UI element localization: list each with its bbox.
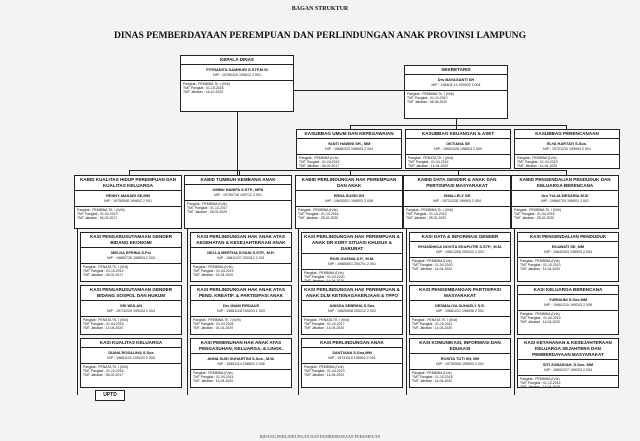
box-title: KABID PENGENDALIAN PENDUDUK DAN KELUARGA BERENCANA bbox=[512, 176, 618, 191]
official-details bbox=[406, 154, 510, 169]
box-title: KABID DATA GENDER & ANAK DAN PERTISIPASI MASYARAKAT bbox=[404, 176, 510, 191]
detail-line: TMT Pangkat : 01-10-2016 bbox=[83, 369, 124, 374]
official-nip: NIP : 19630921 198903 2 008 bbox=[325, 198, 373, 203]
official-name: ANNA SUSI SUHARTINI S.Sos., M.M. bbox=[207, 356, 275, 361]
detail-line: TMT Jabatan : 14-04-2020 bbox=[412, 379, 453, 384]
official-nip: NIP : 19880801 200701 2 001 bbox=[328, 261, 376, 266]
detail-line: TMT Pangkat : 01-04-2019 bbox=[193, 269, 234, 274]
box-title: KABID KUALITAS HIDUP PEREMPUAN DAN KUALITAS KELUARGA bbox=[75, 176, 181, 191]
detail-line: Pangkat : PEMBINA (IV/a) bbox=[193, 265, 233, 269]
official-name: Drs YULIA MESARIA M.Si bbox=[541, 193, 589, 198]
detail-line: TMT Pangkat : 01-04-2016 bbox=[514, 212, 555, 217]
detail-line: Pangkat : PEMBINA TK. I (IV/b) bbox=[77, 208, 125, 212]
detail-line: TMT Pangkat : 01-04-2019 bbox=[520, 316, 561, 321]
detail-line: Pangkat : PEMBINA (IV/a) bbox=[520, 312, 560, 316]
detail-line: TMT Jabatan : 14-04-2020 bbox=[520, 267, 561, 272]
detail-line: TMT Jabatan : 08-05-2020 bbox=[407, 100, 448, 105]
kabid-box bbox=[511, 175, 619, 229]
detail-line: TMT Pangkat : 01-10-2019 bbox=[406, 212, 447, 217]
detail-line: TMT Pangkat : 01-04-2014 bbox=[408, 160, 449, 165]
connector-line bbox=[129, 170, 567, 171]
official-name: DESMALIYA SUHAELY S.E. bbox=[434, 303, 486, 308]
box-title: KASI PENGEMBANGAN PARTISIPASI MASYARAKAT bbox=[410, 286, 510, 301]
box-title: KASUBBAG PERENCANAAN bbox=[515, 130, 619, 139]
official-details bbox=[81, 263, 181, 278]
official-nip: NIP : 196404 13 199203 1 004 bbox=[431, 82, 481, 87]
official-details bbox=[405, 90, 507, 105]
official-nip: NIP : 19730506 199503 2 001 bbox=[436, 361, 484, 366]
official-nip: NIP : 19650726 198503 2 003 bbox=[107, 255, 155, 260]
official-details bbox=[191, 263, 291, 278]
detail-line: Pangkat : PENATA TK. I (III/d) bbox=[412, 318, 458, 322]
detail-line: TMT Jabatan : 14-04-2020 bbox=[412, 267, 453, 272]
kepala-dinas-box bbox=[180, 55, 294, 112]
official-details bbox=[297, 154, 401, 169]
box-title: KASI KOMUNIKASI, INFORMASI DAN EDUKASI bbox=[410, 339, 510, 354]
detail-line: TMT Pangkat : 01-04-2018 bbox=[83, 322, 124, 327]
official-name: ISMA LELY SE bbox=[443, 193, 471, 198]
official-details bbox=[518, 257, 618, 272]
box-title: KASI KELUARGA BERENCANA bbox=[518, 286, 618, 295]
official-name: ROSITA TUTI SH, MH bbox=[440, 356, 480, 361]
detail-line: Pangkat : PEMBINA (IV/a) bbox=[298, 208, 338, 212]
official-name: RIYANDHICA NOVITA EKAPUTRI S.STP., M.M. bbox=[418, 244, 502, 249]
official-details bbox=[75, 206, 181, 221]
official-nip: NIP : 19660729 198901 2 001 bbox=[541, 198, 589, 203]
official-name: EKAWATI SE, MM bbox=[551, 244, 585, 249]
official-name: YURNAINI S.Sos.MM bbox=[548, 297, 588, 302]
official-nip: NIP : 19651028 198603 2 009 bbox=[434, 146, 482, 151]
official-details bbox=[410, 369, 510, 384]
official-name: MELDA EFRINA S.Psi bbox=[111, 250, 151, 255]
official-name: ERNA SUSDI SH bbox=[333, 193, 365, 198]
detail-line: TMT Jabatan : 06-02-2017 bbox=[77, 216, 118, 221]
detail-line: TMT Pangkat : 01-10-2018 bbox=[412, 375, 453, 380]
box-title: KASI PERLINDUNGAN ANAK bbox=[302, 339, 402, 348]
official-nip: NIP : 19651114 198603 2 008 bbox=[217, 361, 265, 366]
connector-line bbox=[350, 125, 566, 126]
official-nip: NIP : 19780419 199612 2 001 bbox=[213, 72, 261, 77]
detail-line: Pangkat : PEMBINA TK. I (IV/b) bbox=[193, 318, 241, 322]
official-nip: NIP : 19811227 200312 2 001 bbox=[217, 255, 265, 260]
kabid-box bbox=[295, 175, 403, 229]
box-title: KABID TUMBUH KEMBANG ANAK bbox=[185, 176, 291, 185]
box-title: KASI PERLINDUNGAN HAK PEREMPUAN & ANAK DLM KETENAGAKERJAAN & TPPO bbox=[302, 286, 402, 301]
official-details bbox=[410, 257, 510, 272]
kabid-box bbox=[403, 175, 511, 229]
official-nip: NIP : 19691227 199203 2 003 bbox=[544, 367, 592, 372]
kasi-box bbox=[190, 232, 292, 282]
kabid-box bbox=[74, 175, 182, 229]
official-name: NELLA MERTHA DIYANI S.STP., M.H. bbox=[207, 250, 275, 255]
detail-line: TMT Jabatan : 28-02-2020 bbox=[514, 216, 555, 221]
detail-line: TMT Pangkat : 01-10-2011 bbox=[412, 322, 453, 327]
official-details bbox=[515, 154, 619, 169]
detail-line: Pangkat : PENATA TK. I (III/d) bbox=[83, 265, 129, 269]
detail-line: Pangkat : PEMBINA (IV/a) bbox=[187, 202, 227, 206]
detail-line: TMT Jabatan : 14-04-2020 bbox=[304, 279, 345, 282]
kasi-box bbox=[80, 338, 182, 388]
detail-line: Pangkat : PEMBINA (IV/a) bbox=[193, 371, 233, 375]
box-title: KABID PERLINDUNGAN HAK PEREMPUAN DAN ANAK bbox=[296, 176, 402, 191]
connector-line bbox=[298, 229, 299, 395]
kasi-box bbox=[409, 338, 511, 388]
official-nip: NIP : 19661215 199203 2 008 bbox=[544, 302, 592, 307]
detail-line: TMT Jabatan : 14-04-2020 bbox=[193, 379, 234, 384]
official-nip: NIP : 19640303 198503 2 004 bbox=[544, 249, 592, 254]
detail-line: TMT Jabatan : 01-01-2020 bbox=[193, 326, 234, 331]
detail-line: TMT Jabatan : 14-04-2020 bbox=[304, 326, 345, 331]
official-details bbox=[296, 206, 402, 221]
kasi-box bbox=[301, 232, 403, 282]
detail-line: TMT Jabatan : 14-04-2020 bbox=[520, 385, 561, 388]
official-name: SITI ZUBAIDAH ,S.Sos, MM bbox=[542, 362, 594, 367]
detail-line: Pangkat : PEMBINA Tk. I (IV/b) bbox=[407, 92, 455, 96]
uptd-box bbox=[95, 390, 125, 401]
official-details bbox=[81, 363, 181, 378]
detail-line: Pangkat : PEMBINA (IV/a) bbox=[412, 371, 452, 375]
detail-line: TMT Pangkat : 01-04-2019 bbox=[304, 369, 345, 374]
detail-line: Pangkat : PEMBINA (IV/a) bbox=[520, 259, 560, 263]
official-details bbox=[518, 310, 618, 325]
connector-line bbox=[77, 229, 78, 395]
official-name: FITRIANITA DAMHURI S.STP,M.Si bbox=[206, 67, 268, 72]
official-details bbox=[302, 269, 402, 282]
official-nip: NIP : 19661121 199203 2 005 bbox=[107, 355, 155, 360]
detail-line: TMT Pangkat : 01-04-2014 bbox=[193, 375, 234, 380]
kasi-box bbox=[301, 338, 403, 388]
kasi-box bbox=[517, 285, 619, 335]
detail-line: TMT Pangkat : 01-10-2012 bbox=[83, 269, 124, 274]
detail-line: Pangkat : PENATA TK. I (III/d) bbox=[408, 156, 454, 160]
detail-line: TMT Pangkat : 01-10-2013 bbox=[520, 263, 561, 268]
box-title: KASI PERLINDUNGAN HAK ANAK ATAS KESEHATAN & KESEJAHTERAAN ANAK bbox=[191, 233, 291, 248]
detail-line: TMT Pangkat : 01-04-2020 bbox=[412, 263, 453, 268]
detail-line: Pangkat : PEMBINA (IV/a) bbox=[299, 156, 339, 160]
official-name: YANTI HAWINI SH., MM bbox=[327, 141, 371, 146]
official-nip: NIP : 19710220 199103 2 004 bbox=[107, 308, 155, 313]
detail-line: TMT Pangkat : 01-10-2017 bbox=[304, 322, 345, 327]
box-title: KASUBBAG KEUANGAN & ASET bbox=[406, 130, 510, 139]
detail-line: TMT Jabatan : 06-02-2017 bbox=[299, 164, 340, 169]
box-title: KASI PENGARUSUTAMAAN GENDER BIDANG SOSPOL DAN HUKUM bbox=[81, 286, 181, 301]
bottom-caption: BIDANG PERLINDUNGAN DAN PEMBERDAYAAN PEREMPUAN bbox=[259, 434, 381, 439]
detail-line: Pangkat : PEMBINA (IV/a) bbox=[520, 377, 560, 381]
kasubbag-box bbox=[514, 129, 620, 169]
official-details bbox=[181, 80, 293, 95]
official-name: RENNY MASARI SE,MM bbox=[106, 193, 150, 198]
official-nip: NIP : 19821206 200312 2 002 bbox=[436, 249, 484, 254]
official-name: Drs IMAM FIRDAUS bbox=[222, 303, 260, 308]
detail-line: Pangkat : PENATA TK. I (III/d) bbox=[83, 365, 129, 369]
official-details bbox=[81, 316, 181, 331]
detail-line: TMT Pangkat : 01-10-2018 bbox=[183, 86, 224, 91]
official-details bbox=[410, 316, 510, 331]
uptd-label: UPTD bbox=[103, 392, 117, 398]
box-title: KASUBBAG UMUM DAN KEPEGAWAIAN bbox=[297, 130, 401, 139]
box-title: KASI PEMENUHAN HAK ANAK ATAS PENGASUHAN, KELUARGA, & LINGK. bbox=[191, 339, 291, 354]
connector-line bbox=[237, 112, 238, 175]
kasi-box bbox=[80, 232, 182, 282]
detail-line: Pangkat : PENATA TK. I (III/d) bbox=[304, 318, 350, 322]
kasi-box bbox=[190, 338, 292, 388]
box-title: SEKRETARIS bbox=[405, 66, 507, 75]
detail-line: TMT Jabatan : 28-02-2020 bbox=[187, 210, 228, 215]
detail-line: TMT Jabatan : 14-04-2020 bbox=[517, 164, 558, 169]
official-details bbox=[185, 200, 291, 215]
detail-line: TMT Jabatan : 14-04-2020 bbox=[408, 164, 449, 169]
official-nip: NIP : 19721210 199503 2 001 bbox=[543, 146, 591, 151]
kasi-box bbox=[409, 285, 511, 335]
detail-line: TMT Jabatan : 28-02-2020 bbox=[298, 216, 339, 221]
connector-line bbox=[514, 229, 515, 395]
detail-line: TMT Pangkat : 01-10-2010 bbox=[407, 96, 448, 101]
detail-line: TMT Pangkat : 01-04-2019 bbox=[517, 160, 558, 165]
detail-line: TMT Jabatan : 06-02-2017 bbox=[83, 373, 124, 378]
connector-line bbox=[406, 229, 407, 395]
detail-line: TMT Pangkat : 01-04-2004 bbox=[193, 322, 234, 327]
kasi-box bbox=[301, 285, 403, 335]
detail-line: TMT Jabatan : 14-04-2020 bbox=[412, 326, 453, 331]
sekretaris-box bbox=[404, 65, 508, 119]
box-title: KASI PENGARUSUTAMAAN GENDER BIDANG EKONOMI bbox=[81, 233, 181, 248]
detail-line: TMT Jabatan : 28-02-2020 bbox=[406, 216, 447, 221]
detail-line: Pangkat : PENATA TK. I (III/d) bbox=[83, 318, 129, 322]
kasi-box bbox=[409, 232, 511, 282]
detail-line: TMT Jabatan : 16-10-2020 bbox=[183, 90, 224, 95]
detail-line: Pangkat : PEMBINA Tk. I (IV/b) bbox=[514, 208, 562, 212]
box-title: KEPALA DINAS bbox=[181, 56, 293, 65]
official-details bbox=[191, 369, 291, 384]
official-details bbox=[302, 316, 402, 331]
kasubbag-box bbox=[296, 129, 402, 169]
box-title: KASI KUALITAS KELUARGA bbox=[81, 339, 181, 348]
box-title: KASI PERLINDUNGAN HAK ANAK ATAS PEND. KREATIF. & PARTISIPASI ANAK bbox=[191, 286, 291, 301]
top-caption: BAGAN STRUKTUR bbox=[291, 6, 349, 12]
page-title: DINAS PEMBERDAYAAN PEREMPUAN DAN PERLINDUNGAN ANAK PROVINSI LAMPUNG bbox=[113, 30, 527, 41]
official-name: UMMU HANIFA S.STP., MPA bbox=[212, 187, 264, 192]
official-details bbox=[404, 206, 510, 221]
detail-line: Pangkat : PEMBINA Tk. I (IV/b) bbox=[183, 82, 231, 86]
official-name: SANTIANA S.Sos,MM bbox=[332, 350, 372, 355]
official-nip: NIP : 19731228 199903 2 004 bbox=[433, 198, 481, 203]
official-nip: NIP : 19790718 199712 2 001 bbox=[214, 192, 262, 197]
detail-line: TMT Jabatan : 14-04-2020 bbox=[304, 373, 345, 378]
detail-line: Pangkat : PEMBINA (IV/a) bbox=[304, 271, 344, 275]
official-nip: NIP : 19750508 199602 2 001 bbox=[104, 198, 152, 203]
kabid-box bbox=[184, 175, 292, 229]
official-name: ANISSA SEBRINA S.Sos bbox=[329, 303, 375, 308]
official-details bbox=[518, 375, 618, 388]
box-title: KASI PERLINDUNGAN HAK PEREMPUAN & ANAK DR KDRT SITUASI KHUSUS & DARURAT bbox=[302, 233, 402, 254]
detail-line: TMT Pangkat : 01-10-2016 bbox=[298, 212, 339, 217]
detail-line: TMT Jabatan : 14-04-2020 bbox=[193, 273, 234, 278]
detail-line: TMT Jabatan : 14-04-2020 bbox=[83, 326, 124, 331]
official-name: ROSI GUSNIA S.P., M.M. bbox=[329, 256, 375, 261]
detail-line: TMT Pangkat : 01-04-2020 bbox=[304, 275, 345, 280]
detail-line: Pangkat : PEMBINA (IV/a) bbox=[412, 259, 452, 263]
detail-line: TMT Pangkat : 01-10-2017 bbox=[187, 206, 228, 211]
official-details bbox=[191, 316, 291, 331]
official-name: SRI WULAN bbox=[119, 303, 143, 308]
kasubbag-box bbox=[405, 129, 511, 169]
official-details bbox=[512, 206, 618, 221]
connector-line bbox=[187, 229, 188, 395]
kasi-box bbox=[190, 285, 292, 335]
kasi-box bbox=[517, 338, 619, 388]
official-nip: NIP : 19741119 199902 2 001 bbox=[328, 355, 376, 360]
kasi-box bbox=[80, 285, 182, 335]
detail-line: TMT Jabatan : 14-04-2020 bbox=[520, 320, 561, 325]
box-title: KASI DATA & INFORMASI GENDER bbox=[410, 233, 510, 242]
kasi-box bbox=[517, 232, 619, 282]
detail-line: TMT Pangkat : 01-04-2019 bbox=[77, 212, 118, 217]
official-details bbox=[302, 363, 402, 378]
official-name: ELYA HARTATI S.Sos. bbox=[546, 141, 588, 146]
official-nip: NIP : 19680322 198903 2 004 bbox=[325, 146, 373, 151]
detail-line: TMT Jabatan : 06-02-2017 bbox=[83, 273, 124, 278]
official-nip: NIP : 19681128 199203 1 003 bbox=[217, 308, 265, 313]
detail-line: Pangkat : PEMBINA (IV/a) bbox=[517, 156, 557, 160]
detail-line: Pangkat : PEMBINA (IV/a) bbox=[304, 365, 344, 369]
official-nip: NIP : 19820908 200212 2 002 bbox=[328, 308, 376, 313]
box-title: KASI PENGENDALIAN PENDUDUK bbox=[518, 233, 618, 242]
box-title: KASI KETAHANAN & KESEJAHTERAAN KELUARGA SEJAHTERA DAN PEMBERDAYAAN MASYARAKAT bbox=[518, 339, 618, 360]
detail-line: Pangkat : PEMBINA Tk. I (IV/b) bbox=[406, 208, 454, 212]
detail-line: TMT Pangkat : 01-10-2014 bbox=[520, 381, 561, 386]
official-name: OKTIANA SE bbox=[446, 141, 470, 146]
detail-line: TMT Pangkat : 01-04-2019 bbox=[299, 160, 340, 165]
official-name: Drs BAYAGANTI SH bbox=[437, 77, 475, 82]
official-name: DIANA ROSALINA S.Sos bbox=[108, 350, 154, 355]
official-nip: NIP : 19661221 198908 2 001 bbox=[436, 308, 484, 313]
